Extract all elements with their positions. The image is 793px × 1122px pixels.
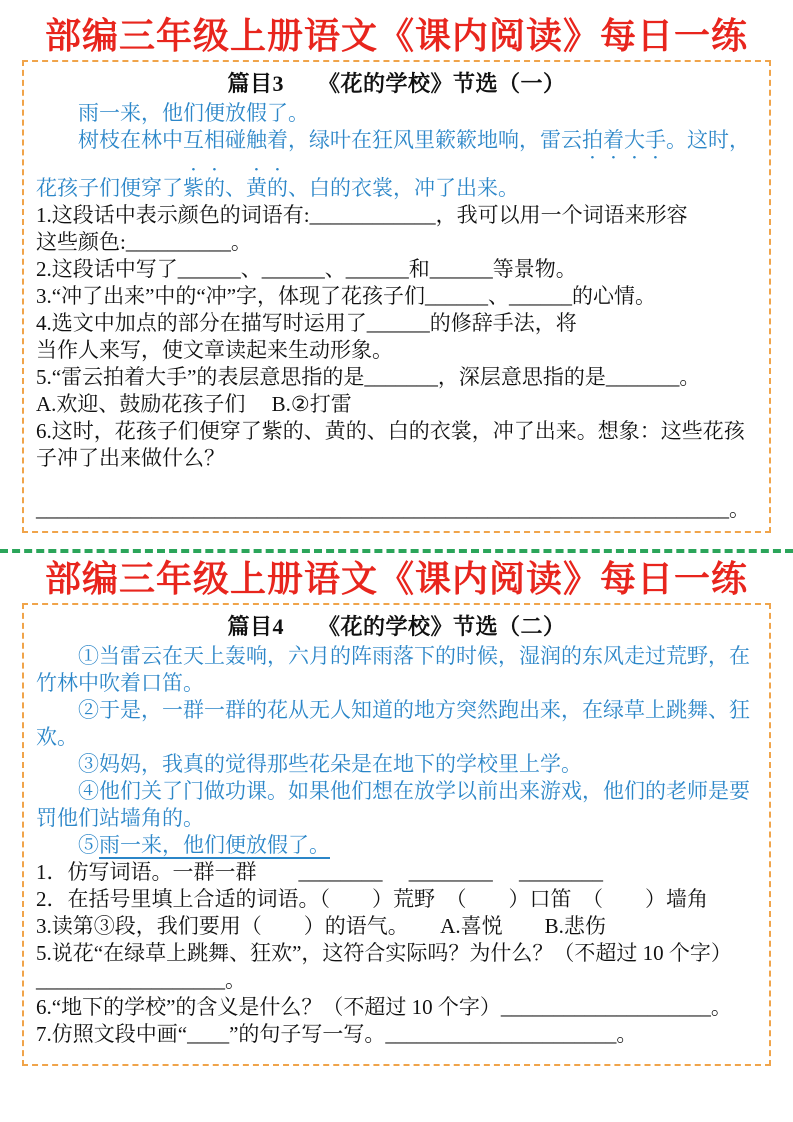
section-1-header: 篇目3 《花的学校》节选（一） [227, 71, 566, 96]
passage-emphasis-text: 黄的 [246, 176, 288, 200]
question-line: 6.“地下的学校”的含义是什么？（不超过 10 个字）____________________。 [36, 995, 732, 1019]
question-options-line: A.欢迎、鼓励花孩子们 B.②打雷 [36, 392, 352, 416]
question-line: 2.这段话中写了______、______、______和______等景物。 [36, 257, 577, 281]
question-line: 3.读第③段，我们要用（ ）的语气。 A.喜悦 B.悲伤 [36, 914, 606, 938]
page-divider [0, 549, 793, 553]
question-line: 5.说花“在绿草上跳舞、狂欢”，这符合实际吗？为什么？（不超过 10 个字） [36, 941, 732, 965]
section-1-passage [36, 100, 757, 202]
passage-paragraph [36, 697, 757, 751]
question-line: 6.这时，花孩子们便穿了紫的、黄的、白的衣裳，冲了出来。想象：这些花孩子冲了出来做什么？ [36, 419, 745, 470]
passage-text: ②于是，一群一群的花从无人知道的地方突然跑出来，在绿草上跳舞、狂欢。 [36, 698, 750, 749]
passage-text: ⑤ [78, 833, 99, 857]
passage-text: 、 [225, 176, 246, 200]
passage-text: ③妈妈，我真的觉得那些花朵是在地下的学校里上学。 [78, 752, 582, 776]
passage-text: 。这时，花孩子们便穿了 [36, 128, 750, 200]
passage-paragraph [36, 832, 757, 859]
question-line: 这些颜色:__________。 [36, 230, 252, 254]
worksheet-title-top: 部编三年级上册语文《课内阅读》每日一练 [44, 16, 748, 56]
passage-text: ④他们关了门做功课。如果他们想在放学以前出来游戏，他们的老师是要罚他们站墙角的。 [36, 779, 750, 830]
section-1-questions [36, 202, 757, 523]
question-line: 1.这段话中表示颜色的词语有:____________，我可以用一个词语来形容 [36, 203, 688, 227]
question-line: 1．仿写词语。一群一群 ________ ________ ________ [36, 860, 603, 884]
passage-paragraph [36, 100, 757, 127]
passage-paragraph [36, 643, 757, 697]
question-line: 3.“冲了出来”中的“冲”字，体现了花孩子们______、______的心情。 [36, 284, 657, 308]
passage-paragraph [36, 778, 757, 832]
passage-text: 、白的衣裳，冲了出来。 [288, 176, 519, 200]
section-2-questions [36, 859, 757, 1048]
section-2-header: 篇目4 《花的学校》节选（二） [227, 614, 566, 639]
passage-emphasis-text: 拍着大手 [582, 128, 666, 152]
question-line: 4.选文中加点的部分在描写时运用了______的修辞手法，将 [36, 311, 577, 335]
passage-paragraph [36, 127, 757, 202]
question-line: 5.“雷云拍着大手”的表层意思指的是_______，深层意思指的是_______。 [36, 365, 701, 389]
worksheet-title-bottom: 部编三年级上册语文《课内阅读》每日一练 [44, 559, 748, 599]
question-line: 2．在括号里填上合适的词语。（ ）荒野 （ ）口笛 （ ）墙角 [36, 887, 708, 911]
question-line: 7.仿照文段中画“____”的句子写一写。______________________。 [36, 1022, 638, 1046]
answer-blank-line: __________________。 [36, 968, 246, 992]
section-2-box [22, 603, 771, 1066]
question-line: 当作人来写，使文章读起来生动形象。 [36, 338, 393, 362]
answer-blank-line: __________________________________________________________________。 [36, 497, 750, 521]
passage-text: 树枝在林中互相碰触着，绿叶在狂风里簌簌地响，雷云 [78, 128, 582, 152]
passage-emphasis-text: 紫的 [183, 176, 225, 200]
passage-emphasis-text: 雨一来，他们便放假了。 [99, 833, 330, 857]
section-2-passage [36, 643, 757, 859]
passage-text: 雨一来，他们便放假了。 [78, 101, 309, 125]
section-1-box [22, 60, 771, 533]
passage-text: ①当雷云在天上轰响，六月的阵雨落下的时候，湿润的东风走过荒野，在竹林中吹着口笛。 [36, 644, 750, 695]
passage-paragraph [36, 751, 757, 778]
